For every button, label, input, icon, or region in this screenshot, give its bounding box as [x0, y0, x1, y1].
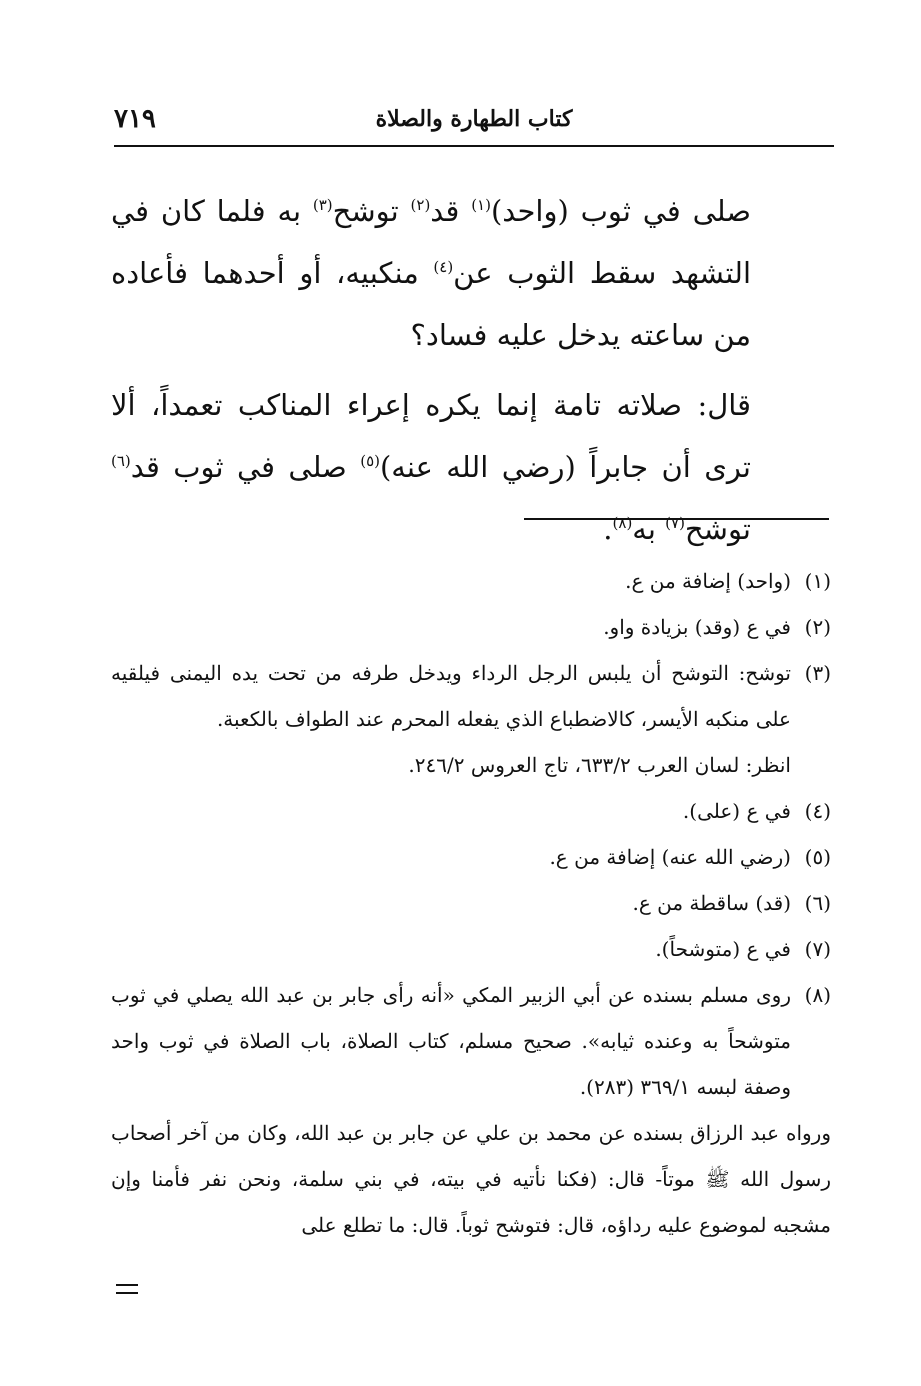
footnote-number: (٧) — [804, 937, 831, 961]
footnote — [111, 650, 831, 742]
text-segment: توشح — [684, 512, 751, 546]
footnote-text: (قد) ساقطة من ع. — [632, 891, 791, 915]
footnote — [111, 834, 831, 880]
footnote-text: في ع (وقد) بزيادة واو. — [603, 615, 791, 639]
footnote-number: (٣) — [804, 661, 831, 685]
text-segment: قد — [430, 194, 472, 228]
footnote-number: (٦) — [804, 891, 831, 915]
text-segment: صلى في ثوب (واحد) — [490, 194, 751, 228]
header-rule — [114, 145, 834, 147]
text-segment: قال: صلاته تامة إنما يكره إعراء المناكب تعمداً، ألا ترى أن جابراً (رضي الله عنه) — [111, 388, 751, 484]
footnote-number: (٨) — [804, 983, 831, 1007]
footnote-ref[interactable]: (٨) — [612, 514, 633, 532]
answer-paragraph — [111, 374, 751, 560]
text-segment: صلى في ثوب قد — [130, 450, 361, 484]
footnotes — [111, 558, 831, 1248]
footnote-number: (٥) — [804, 845, 831, 869]
page-number: ٧١٩ — [114, 104, 156, 134]
main-text — [111, 180, 751, 568]
question-paragraph — [111, 180, 751, 366]
footnote-number: (١) — [804, 569, 831, 593]
footnote-text: (واحد) إضافة من ع. — [625, 569, 791, 593]
page-header — [114, 104, 834, 144]
text-segment: به فلما كان في التشهد سقط الثوب عن — [111, 194, 751, 290]
text-segment: . — [603, 512, 613, 546]
footnote-ref[interactable]: (٣) — [312, 196, 333, 214]
footnote — [111, 926, 831, 972]
footnote-ref[interactable]: (٤) — [433, 258, 454, 276]
footnote — [111, 558, 831, 604]
footnote-continuation: ورواه عبد الرزاق بسنده عن محمد بن علي عن جابر بن عبد الله، وكان من آخر أصحاب رسول الله ﷺ موتاً- قال: (فكنا نأتيه في بيته، في بني سلمة، ونحن نفر فأمنا وإن مشجبه لموضوع عليه رداؤه، قال: فتوشح ثوباً. قال: ما تطلع على — [111, 1121, 831, 1237]
footnote-separator — [524, 518, 829, 520]
footnote-text: روى مسلم بسنده عن أبي الزبير المكي «أنه رأى جابر بن عبد الله يصلي في ثوب متوشحاً به وعنده ثيابه». صحيح مسلم، كتاب الصلاة، باب الصلاة في ثوب واحد وصفة لبسه ٣٦٩/١ (٢٨٣). — [111, 983, 791, 1099]
footnote-ref[interactable]: (٧) — [665, 514, 685, 532]
footnote-text: توشح: التوشح أن يلبس الرجل الرداء ويدخل طرفه من تحت يده اليمنى فيلقيه على منكبه الأيسر، كالاضطباع الذي يفعله المحرم عند الطواف بالكعبة. — [111, 661, 791, 731]
footnote-ref[interactable]: (٢) — [410, 196, 431, 214]
footnote-text: في ع (متوشحاً). — [655, 937, 791, 961]
footnote-ref[interactable]: (١) — [471, 196, 491, 214]
footnote — [111, 972, 831, 1110]
footnote — [111, 604, 831, 650]
footnote-ref[interactable]: (٥) — [360, 452, 380, 470]
footnote — [111, 880, 831, 926]
text-segment: به — [632, 512, 666, 546]
running-title: كتاب الطهارة والصلاة — [375, 106, 573, 132]
text-segment: منكبيه، أو أحدهما فأعاده من ساعته يدخل عليه فساد؟ — [111, 256, 751, 352]
continuation-mark — [116, 1284, 138, 1294]
footnote-continuation: انظر: لسان العرب ٦٣٣/٢، تاج العروس ٢٤٦/٢. — [408, 753, 791, 777]
footnote-text: (رضي الله عنه) إضافة من ع. — [549, 845, 791, 869]
footnote-number: (٢) — [804, 615, 831, 639]
text-segment: توشح — [332, 194, 411, 228]
footnote-number: (٤) — [804, 799, 831, 823]
footnote-ref[interactable]: (٦) — [111, 452, 131, 470]
footnote-text: في ع (على). — [682, 799, 791, 823]
footnote — [111, 788, 831, 834]
